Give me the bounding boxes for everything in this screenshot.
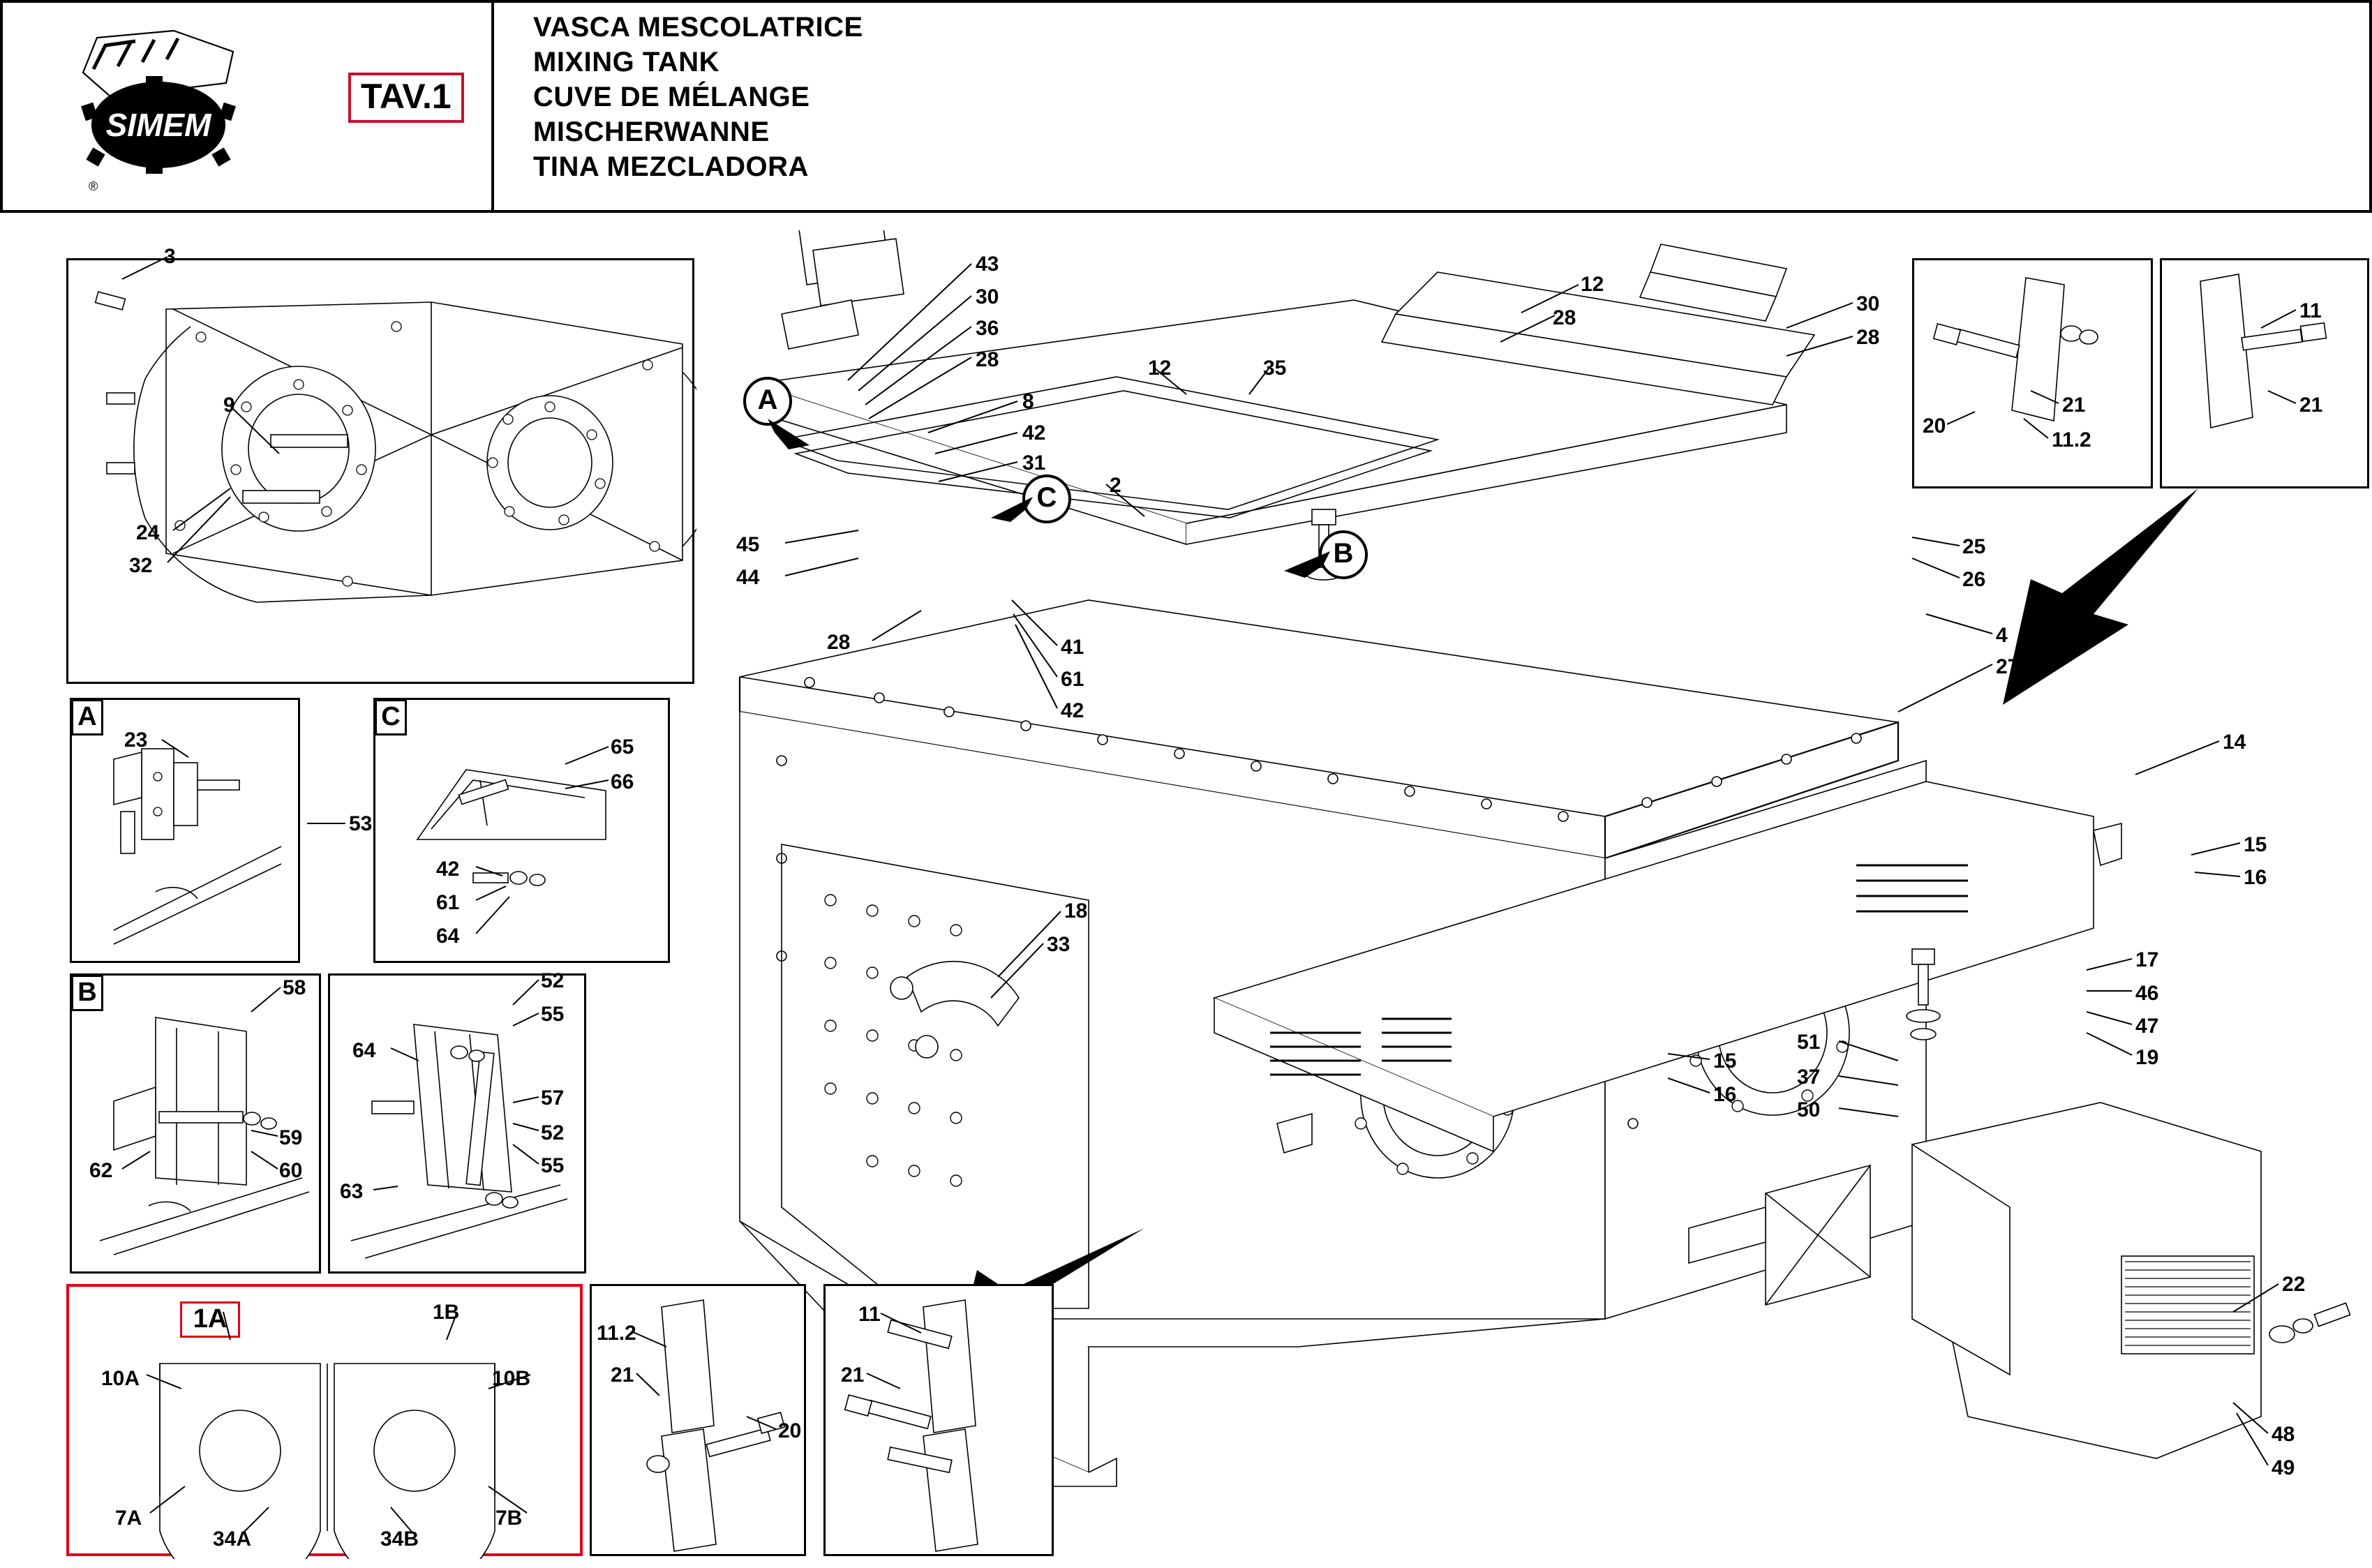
callout-21-tr: 21: [2062, 394, 2086, 417]
callout-12-a: 12: [1148, 357, 1172, 380]
callout-7B: 7B: [495, 1507, 523, 1530]
callout-8: 8: [1022, 390, 1034, 413]
badge-A: A: [743, 377, 792, 426]
callout-15-a: 15: [2244, 833, 2267, 856]
callout-19: 19: [2135, 1046, 2159, 1069]
liner-tr2-drawing: [2162, 260, 2371, 491]
panel-rotor-discs: [66, 258, 694, 684]
callout-4: 4: [1996, 624, 2008, 647]
liner-tr1-drawing: [1914, 260, 2155, 491]
callout-21-bot1: 21: [611, 1364, 634, 1387]
callout-45: 45: [736, 533, 760, 556]
plate-code: TAV.1: [361, 77, 452, 116]
callout-49: 49: [2272, 1456, 2295, 1479]
callout-2: 2: [1110, 474, 1121, 497]
callout-20-bot: 20: [778, 1419, 802, 1442]
badge-B: B: [1319, 530, 1368, 579]
callout-32: 32: [129, 554, 153, 577]
callout-41: 41: [1061, 636, 1084, 659]
callout-64-B: 64: [352, 1039, 376, 1062]
badge-C: C: [1022, 475, 1071, 523]
callout-52-a: 52: [541, 969, 565, 992]
callout-30-b: 30: [1856, 292, 1880, 315]
callout-42-b: 42: [1061, 699, 1084, 722]
tag-A: A: [71, 699, 103, 736]
callout-34B: 34B: [380, 1528, 419, 1551]
callout-36: 36: [976, 317, 999, 340]
callout-24: 24: [136, 521, 160, 544]
callout-25: 25: [1962, 535, 1986, 558]
panel-liner-top-right-1: [1912, 258, 2153, 488]
detail-A-drawing: [72, 700, 302, 965]
callout-21-bot2: 21: [841, 1364, 865, 1387]
callout-42-main: 42: [1022, 421, 1046, 445]
callout-52-b: 52: [541, 1121, 565, 1144]
rotor-discs-drawing: [68, 260, 696, 686]
callout-57: 57: [541, 1087, 565, 1110]
callout-37: 37: [1797, 1066, 1821, 1089]
callout-66: 66: [611, 770, 634, 793]
badge-A-arrow: [768, 419, 816, 461]
callout-7A: 7A: [115, 1507, 142, 1530]
callout-10B: 10B: [492, 1367, 531, 1390]
callout-47: 47: [2135, 1015, 2159, 1038]
callout-46: 46: [2135, 982, 2159, 1005]
callout-61-main: 61: [1061, 668, 1084, 691]
callout-44: 44: [736, 566, 760, 589]
tag-1A: 1A: [180, 1301, 240, 1338]
callout-53: 53: [349, 812, 373, 835]
callout-1B: 1B: [433, 1301, 460, 1324]
callout-51: 51: [1797, 1031, 1821, 1054]
callout-34A: 34A: [213, 1528, 252, 1551]
callout-60: 60: [279, 1159, 303, 1182]
callout-33: 33: [1047, 933, 1071, 956]
callout-64-C: 64: [436, 925, 460, 948]
title-it: VASCA MESCOLATRICE: [533, 12, 863, 43]
tag-C: C: [375, 699, 407, 736]
callout-28-a: 28: [976, 348, 999, 371]
callout-9: 9: [223, 394, 235, 417]
callout-12-b: 12: [1581, 273, 1604, 296]
callout-16-b: 16: [1713, 1083, 1737, 1106]
callout-59: 59: [279, 1126, 303, 1149]
liner-11-drawing: [826, 1286, 1056, 1558]
callout-65: 65: [611, 736, 634, 759]
title-en: MIXING TANK: [533, 47, 719, 77]
callout-15-b: 15: [1713, 1050, 1737, 1073]
callout-18: 18: [1064, 899, 1088, 923]
callout-28-d: 28: [827, 631, 851, 654]
tag-B: B: [71, 975, 103, 1011]
callout-28-c: 28: [1856, 326, 1880, 349]
callout-43: 43: [976, 253, 999, 276]
callout-55-a: 55: [541, 1003, 565, 1026]
svg-text:SIMEM: SIMEM: [105, 107, 211, 143]
badge-C-arrow: [991, 497, 1033, 532]
callout-11-2-tr: 11.2: [2052, 428, 2091, 451]
header-divider: [491, 3, 494, 210]
callout-42-C: 42: [436, 858, 460, 881]
callout-11-2-bot: 11.2: [597, 1322, 636, 1345]
callout-48: 48: [2272, 1423, 2295, 1446]
callout-22: 22: [2282, 1273, 2306, 1296]
callout-58: 58: [283, 976, 306, 999]
title-list: [533, 10, 1580, 184]
callout-28-b: 28: [1553, 306, 1576, 329]
callout-11-bot: 11: [858, 1303, 881, 1326]
callout-21-tr2: 21: [2299, 394, 2323, 417]
callout-17: 17: [2135, 948, 2159, 971]
title-de: MISCHERWANNE: [533, 117, 770, 147]
title-block: [0, 0, 2372, 213]
title-es: TINA MEZCLADORA: [533, 151, 809, 182]
badge-B-arrow: [1284, 551, 1330, 588]
callout-27: 27: [1996, 655, 2020, 678]
callout-50: 50: [1797, 1098, 1821, 1121]
callout-20-tr: 20: [1923, 415, 1946, 438]
panel-detail-A: [70, 698, 300, 963]
arrow-to-top-right-panels: [1919, 481, 2212, 712]
detail-B-drawing: [72, 976, 323, 1276]
callout-10A: 10A: [101, 1367, 140, 1390]
callout-55-b: 55: [541, 1154, 565, 1177]
plate-code-box: [348, 73, 464, 123]
callout-26: 26: [1962, 568, 1986, 591]
svg-text:®: ®: [89, 179, 98, 193]
callout-61-C: 61: [436, 891, 460, 914]
simem-logo: [69, 20, 247, 195]
callout-23: 23: [124, 729, 148, 752]
callout-11-tr: 11: [2299, 299, 2322, 322]
panel-liner-top-right-2: [2160, 258, 2369, 488]
callout-35: 35: [1263, 357, 1287, 380]
callout-3: 3: [164, 245, 176, 268]
callout-16-a: 16: [2244, 866, 2267, 889]
callout-63: 63: [340, 1180, 364, 1203]
callout-14: 14: [2223, 731, 2246, 754]
callout-30-a: 30: [976, 285, 999, 308]
title-fr: CUVE DE MÉLANGE: [533, 82, 810, 112]
callout-31: 31: [1022, 451, 1046, 475]
panel-detail-B: [70, 973, 321, 1274]
callout-62: 62: [89, 1159, 113, 1182]
